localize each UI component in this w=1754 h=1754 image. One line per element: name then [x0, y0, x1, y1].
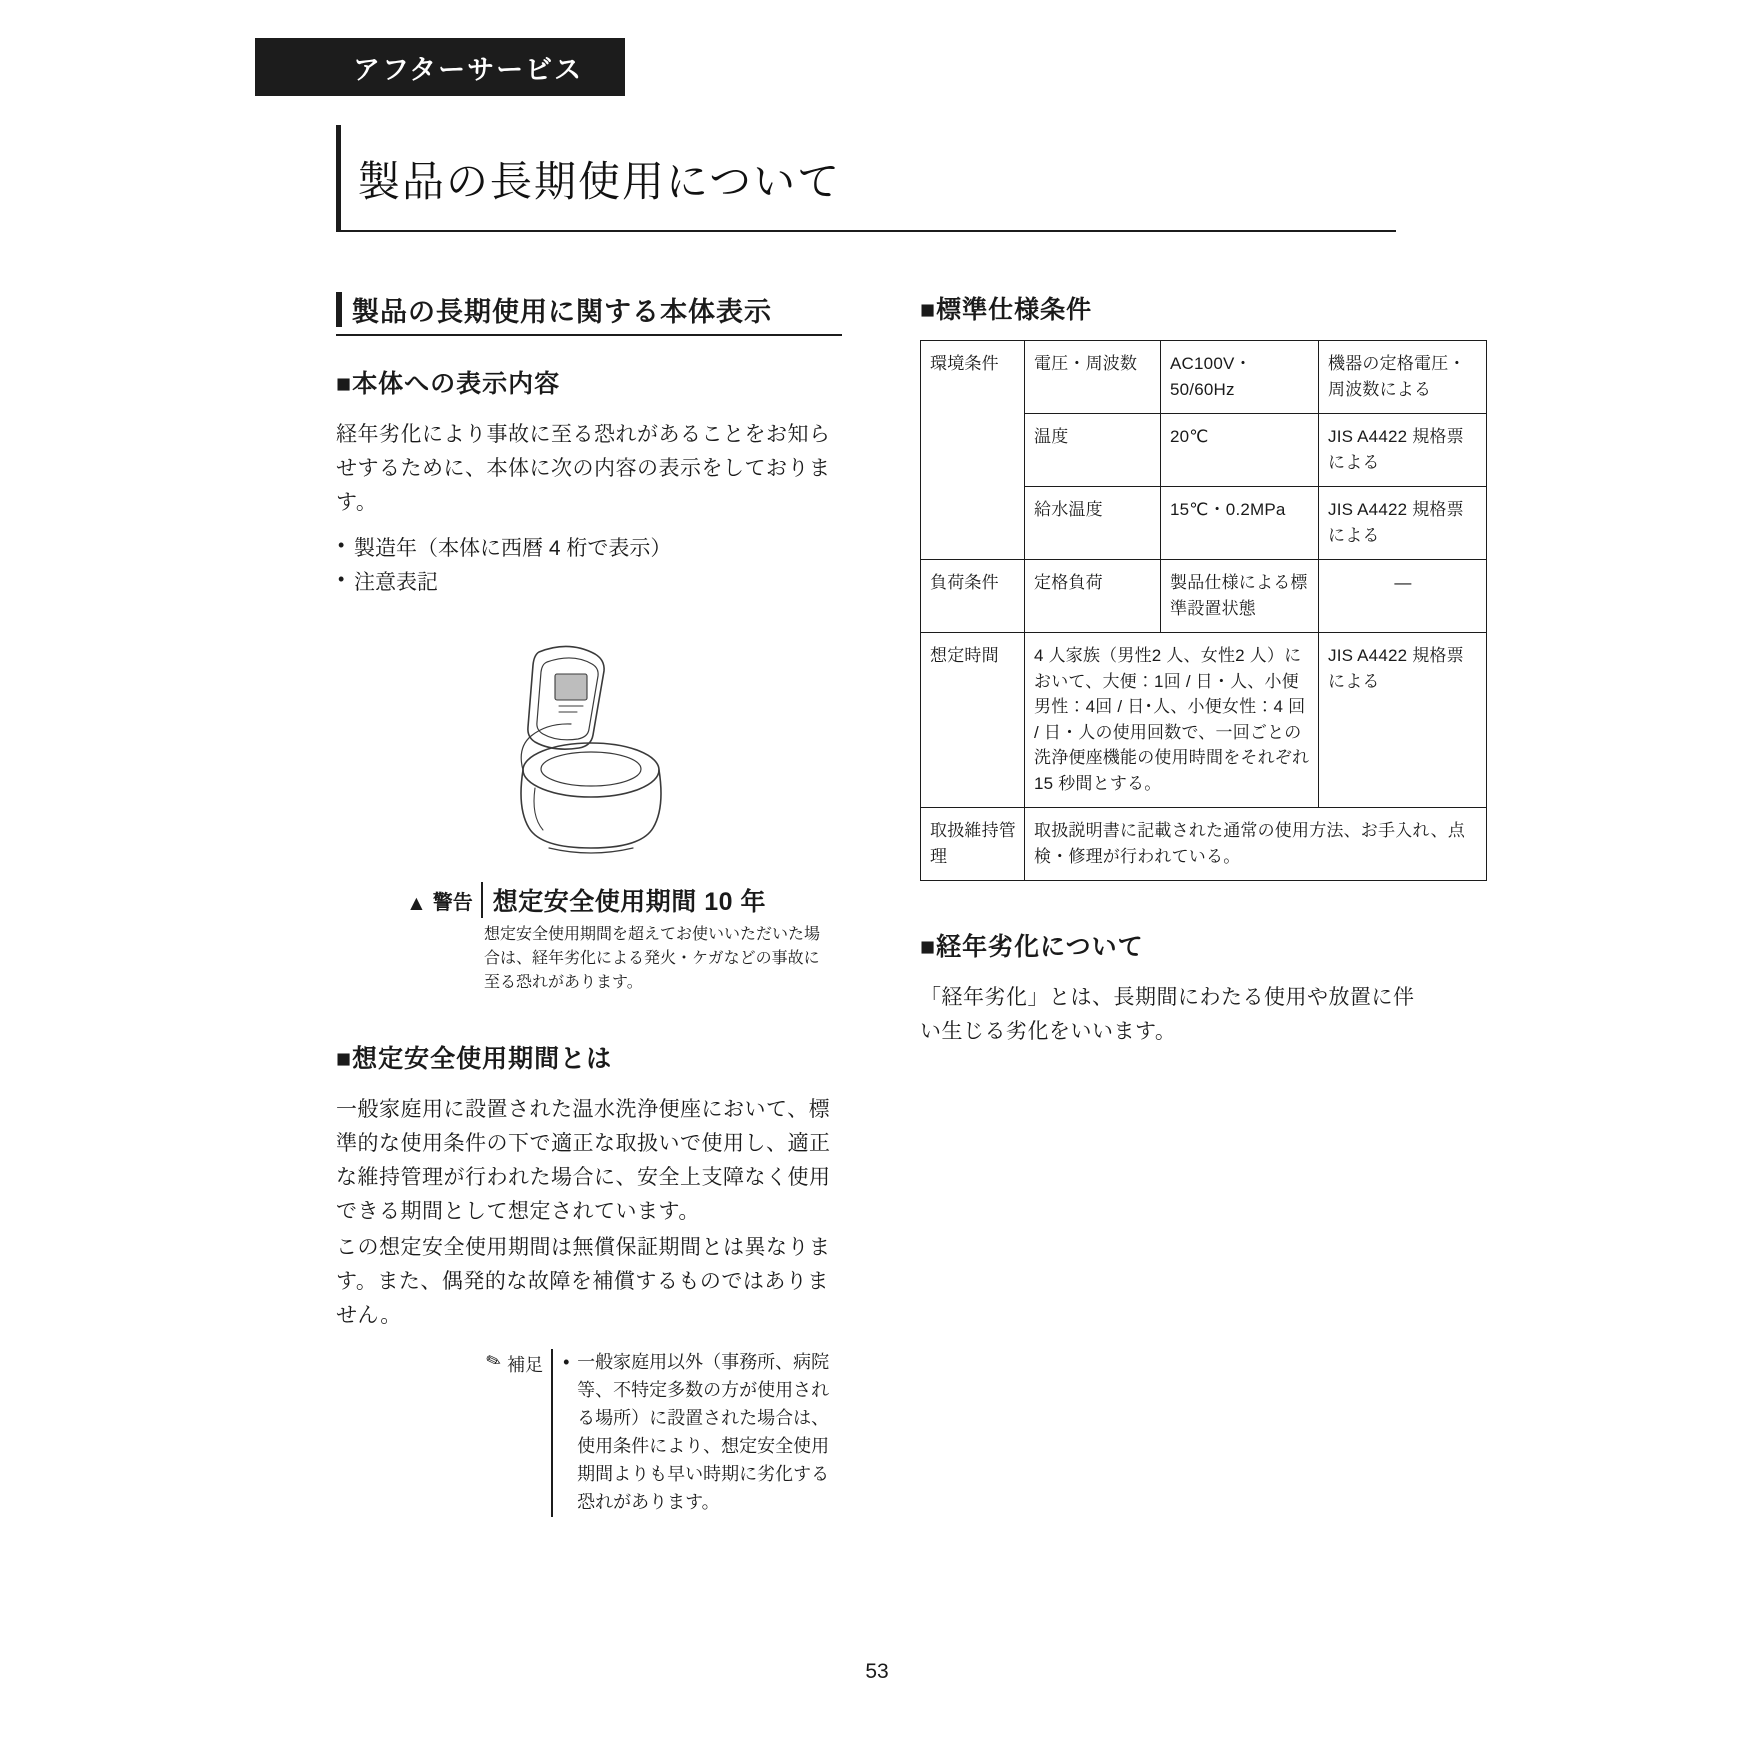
warning-triangle-icon: ▲ — [406, 892, 427, 916]
table-cell-remark: JIS A4422 規格票による — [1319, 487, 1487, 560]
display-contents-paragraph: 経年劣化により事故に至る恐れがあることをお知らせするために、本体に次の内容の表示をしております。 — [336, 423, 831, 515]
supplement-label: 補足 — [507, 1355, 544, 1376]
table-cell-value: 取扱説明書に記載された通常の使用方法、お手入れ、点検・修理が行われている。 — [1025, 808, 1487, 881]
subsection-heading-aging-label: ■経年劣化について — [920, 933, 1144, 961]
left-column — [336, 290, 841, 1517]
title-accent-bar — [336, 125, 341, 230]
warning-note: 想定安全使用期間を超えてお使いいただいた場合は、経年劣化による発火・ケガなどの事故に至る恐れがあります。 — [484, 926, 821, 992]
table-cell-category: 取扱維持管理 — [921, 808, 1025, 881]
table-cell-item: 給水温度 — [1025, 487, 1161, 560]
page-number: 53 — [865, 1660, 889, 1683]
page-title: 製品の長期使用について — [358, 158, 842, 205]
table-cell-item: 電圧・周波数 — [1025, 341, 1161, 414]
list-item: • 注意表記 — [336, 566, 841, 600]
page-title-block — [336, 125, 1396, 235]
table-cell-value: 4 人家族（男性2 人、女性2 人）において、大便：1回 / 日・人、小便男性：4回 / 日･人、小便女性：4 回 / 日・人の使用回数で、一回ごとの洗浄便座機能の使用時間をそれぞれ 15 秒間とする。 — [1025, 633, 1319, 808]
list-item: • 製造年（本体に西暦 4 桁で表示） — [336, 532, 841, 566]
right-column — [920, 290, 1466, 1049]
toilet-illustration — [439, 638, 739, 868]
subsection-heading-display-contents — [336, 364, 841, 400]
safe-period-paragraph-2: この想定安全使用期間は無償保証期間とは異なります。また、偶発的な故障を補償するものではありません。 — [336, 1236, 831, 1328]
standard-spec-table — [920, 340, 1487, 881]
table-cell-remark: 機器の定格電圧・周波数による — [1319, 341, 1487, 414]
table-cell-remark: — — [1319, 560, 1487, 633]
aging-degradation-section — [920, 927, 1420, 1049]
subsection-heading-standard-spec — [920, 290, 1420, 326]
table-row — [921, 560, 1487, 633]
table-cell-value: 15℃・0.2MPa — [1161, 487, 1319, 560]
display-contents-bullets — [336, 532, 841, 600]
table-cell-item: 温度 — [1025, 414, 1161, 487]
table-cell-item: 定格負荷 — [1025, 560, 1161, 633]
subsection-heading-standard-spec-label: ■標準仕様条件 — [920, 296, 1093, 324]
table-row — [921, 808, 1487, 881]
subsection-heading-safe-period-label: ■想定安全使用期間とは — [336, 1045, 613, 1074]
table-cell-remark: JIS A4422 規格票による — [1319, 633, 1487, 808]
supplement-body — [551, 1349, 841, 1516]
table-cell-category: 負荷条件 — [921, 560, 1025, 633]
table-row — [921, 341, 1487, 414]
chapter-tab-label: アフターサービス — [353, 54, 584, 85]
warning-headline: 想定安全使用期間 10 年 — [481, 882, 766, 918]
left-section-heading — [336, 290, 842, 336]
warning-label-block — [336, 882, 906, 995]
table-cell-remark: JIS A4422 規格票による — [1319, 414, 1487, 487]
subsection-heading-display-contents-label: ■本体への表示内容 — [336, 370, 561, 398]
subsection-heading-safe-period — [336, 1039, 841, 1075]
warning-word: 警告 — [432, 892, 473, 915]
chapter-tab — [255, 38, 625, 96]
table-cell-value: 製品仕様による標準設置状態 — [1161, 560, 1319, 633]
supplement-block — [336, 1349, 841, 1516]
table-row — [921, 633, 1487, 808]
left-section-heading-label: 製品の長期使用に関する本体表示 — [352, 297, 772, 327]
table-cell-category: 想定時間 — [921, 633, 1025, 808]
table-cell-value: 20℃ — [1161, 414, 1319, 487]
supplement-bullet-icon: • — [563, 1352, 570, 1373]
pencil-icon: ✎ — [483, 1349, 505, 1374]
supplement-text: 一般家庭用以外（事務所、病院等、不特定多数の方が使用される場所）に設置された場合は、使用条件により、想定安全使用期間よりも早い時期に劣化する恐れがあります。 — [577, 1352, 830, 1512]
table-cell-value: AC100V・50/60Hz — [1161, 341, 1319, 414]
subsection-heading-aging — [920, 927, 1420, 963]
safe-period-paragraph-1: 一般家庭用に設置された温水洗浄便座において、標準的な使用条件の下で適正な取扱いで使用し、適正な維持管理が行われた場合に、安全上支障なく使用できる期間として想定されています。 — [336, 1098, 831, 1224]
warning-label-top — [406, 882, 906, 918]
title-underline — [336, 230, 1396, 232]
aging-paragraph: 「経年劣化」とは、長期間にわたる使用や放置に伴い生じる劣化をいいます。 — [920, 986, 1415, 1044]
table-cell-category: 環境条件 — [921, 341, 1025, 560]
